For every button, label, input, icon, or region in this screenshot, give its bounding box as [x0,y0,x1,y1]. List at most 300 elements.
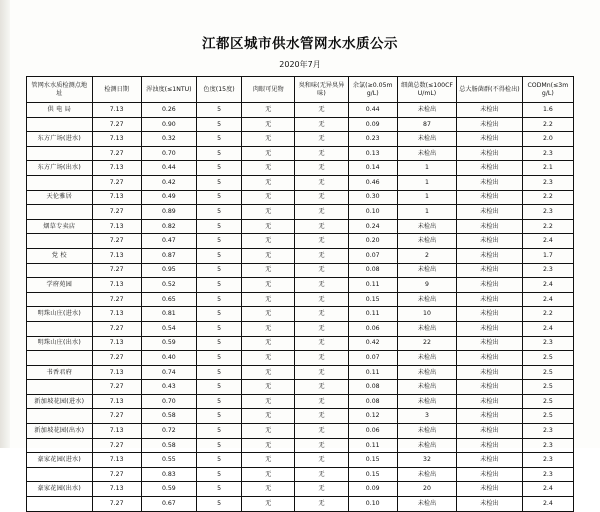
cell-odor: 无 [295,117,348,132]
cell-residual-chlorine: 0.10 [348,497,397,512]
table-row [27,380,574,395]
cell-site-name: 明珠山庄(出水) [27,336,93,351]
cell-codmn: 2.3 [522,205,573,220]
table-row [27,292,574,307]
page-subtitle: 2020年7月 [279,60,321,69]
cell-residual-chlorine: 0.15 [348,467,397,482]
cell-site-name: 明珠山庄(进水) [27,307,93,322]
cell-visible-matter: 无 [242,248,295,263]
cell-date: 7.27 [92,467,141,482]
cell-coliform: 未检出 [457,497,523,512]
cell-turbidity: 0.44 [141,161,196,176]
cell-coliform: 未检出 [457,132,523,147]
cell-odor: 无 [295,336,348,351]
cell-coliform: 未检出 [457,292,523,307]
cell-date: 7.27 [92,438,141,453]
cell-date: 7.13 [92,219,141,234]
cell-turbidity: 0.47 [141,234,196,249]
cell-chroma: 5 [197,307,242,322]
cell-chroma: 5 [197,278,242,293]
cell-site-name [27,321,93,336]
cell-date: 7.27 [92,351,141,366]
cell-date: 7.13 [92,453,141,468]
cell-residual-chlorine: 0.20 [348,234,397,249]
cell-visible-matter: 无 [242,190,295,205]
cell-codmn: 2.4 [522,292,573,307]
cell-bacteria-count: 未检出 [397,292,456,307]
cell-site-name: 烟草专卖店 [27,219,93,234]
cell-bacteria-count: 未检出 [397,365,456,380]
cell-chroma: 5 [197,161,242,176]
cell-turbidity: 0.65 [141,292,196,307]
cell-visible-matter: 无 [242,351,295,366]
cell-residual-chlorine: 0.08 [348,394,397,409]
cell-codmn: 2.3 [522,438,573,453]
cell-visible-matter: 无 [242,219,295,234]
cell-residual-chlorine: 0.44 [348,103,397,118]
cell-visible-matter: 无 [242,482,295,497]
cell-codmn: 1.7 [522,248,573,263]
cell-odor: 无 [295,380,348,395]
cell-codmn: 2.5 [522,409,573,424]
cell-chroma: 5 [197,453,242,468]
cell-coliform: 未检出 [457,117,523,132]
cell-date: 7.13 [92,190,141,205]
cell-date: 7.27 [92,292,141,307]
cell-coliform: 未检出 [457,394,523,409]
cell-turbidity: 0.72 [141,424,196,439]
cell-turbidity: 0.52 [141,278,196,293]
cell-turbidity: 0.32 [141,132,196,147]
header-cell-odor: 臭和味(无异臭异味) [295,77,348,103]
cell-codmn: 1.6 [522,103,573,118]
table-row [27,175,574,190]
cell-residual-chlorine: 0.07 [348,351,397,366]
cell-residual-chlorine: 0.12 [348,409,397,424]
cell-visible-matter: 无 [242,497,295,512]
cell-bacteria-count: 3 [397,409,456,424]
cell-turbidity: 0.58 [141,409,196,424]
cell-chroma: 5 [197,409,242,424]
cell-chroma: 5 [197,438,242,453]
header-cell-date: 检测日期 [92,77,141,103]
cell-bacteria-count: 87 [397,117,456,132]
cell-chroma: 5 [197,205,242,220]
cell-odor: 无 [295,103,348,118]
header-cell-bacteria-count: 细菌总数(≤100CFU/mL) [397,77,456,103]
cell-site-name [27,380,93,395]
cell-visible-matter: 无 [242,380,295,395]
cell-site-name: 豪家花园(进水) [27,453,93,468]
cell-odor: 无 [295,161,348,176]
cell-date: 7.13 [92,307,141,322]
cell-turbidity: 0.54 [141,321,196,336]
cell-turbidity: 0.74 [141,365,196,380]
cell-date: 7.27 [92,175,141,190]
cell-chroma: 5 [197,497,242,512]
cell-site-name: 供 电 局 [27,103,93,118]
cell-odor: 无 [295,424,348,439]
cell-codmn: 2.3 [522,467,573,482]
table-row [27,394,574,409]
cell-coliform: 未检出 [457,438,523,453]
cell-turbidity: 0.81 [141,307,196,322]
header-cell-residual-chlorine: 余氯(≥0.05mg/L) [348,77,397,103]
cell-coliform: 未检出 [457,467,523,482]
table-row [27,467,574,482]
cell-bacteria-count: 22 [397,336,456,351]
cell-odor: 无 [295,292,348,307]
cell-site-name [27,292,93,307]
cell-residual-chlorine: 0.11 [348,307,397,322]
cell-odor: 无 [295,190,348,205]
cell-turbidity: 0.70 [141,394,196,409]
cell-codmn: 2.3 [522,263,573,278]
cell-coliform: 未检出 [457,424,523,439]
cell-chroma: 5 [197,351,242,366]
cell-visible-matter: 无 [242,424,295,439]
cell-odor: 无 [295,146,348,161]
cell-codmn: 2.4 [522,482,573,497]
cell-residual-chlorine: 0.10 [348,205,397,220]
cell-coliform: 未检出 [457,146,523,161]
cell-chroma: 5 [197,482,242,497]
cell-date: 7.13 [92,103,141,118]
cell-residual-chlorine: 0.11 [348,278,397,293]
cell-residual-chlorine: 0.09 [348,117,397,132]
cell-site-name [27,497,93,512]
cell-turbidity: 0.83 [141,467,196,482]
cell-date: 7.27 [92,146,141,161]
cell-turbidity: 0.82 [141,219,196,234]
cell-coliform: 未检出 [457,175,523,190]
cell-residual-chlorine: 0.11 [348,438,397,453]
cell-residual-chlorine: 0.08 [348,263,397,278]
table-row [27,248,574,263]
cell-codmn: 2.4 [522,321,573,336]
table-row [27,263,574,278]
page-title: 江都区城市供水管网水水质公示 [202,36,398,52]
cell-chroma: 5 [197,380,242,395]
cell-date: 7.27 [92,117,141,132]
cell-chroma: 5 [197,132,242,147]
cell-site-name [27,263,93,278]
cell-coliform: 未检出 [457,278,523,293]
cell-bacteria-count: 未检出 [397,497,456,512]
cell-visible-matter: 无 [242,234,295,249]
header-cell-turbidity: 浑浊度(≤1NTU) [141,77,196,103]
cell-chroma: 5 [197,103,242,118]
cell-date: 7.13 [92,365,141,380]
cell-residual-chlorine: 0.13 [348,146,397,161]
table-row [27,278,574,293]
table-row [27,117,574,132]
cell-site-name: 党 校 [27,248,93,263]
cell-odor: 无 [295,263,348,278]
cell-site-name [27,438,93,453]
table-row [27,365,574,380]
cell-site-name [27,146,93,161]
cell-date: 7.13 [92,482,141,497]
cell-date: 7.27 [92,205,141,220]
cell-coliform: 未检出 [457,409,523,424]
cell-residual-chlorine: 0.14 [348,161,397,176]
cell-visible-matter: 无 [242,307,295,322]
cell-visible-matter: 无 [242,278,295,293]
cell-bacteria-count: 1 [397,161,456,176]
cell-chroma: 5 [197,394,242,409]
cell-odor: 无 [295,219,348,234]
cell-site-name [27,467,93,482]
cell-chroma: 5 [197,117,242,132]
cell-residual-chlorine: 0.06 [348,321,397,336]
cell-turbidity: 0.87 [141,248,196,263]
cell-chroma: 5 [197,219,242,234]
cell-turbidity: 0.90 [141,117,196,132]
table-row [27,351,574,366]
cell-residual-chlorine: 0.30 [348,190,397,205]
cell-coliform: 未检出 [457,103,523,118]
cell-odor: 无 [295,278,348,293]
cell-bacteria-count: 10 [397,307,456,322]
cell-codmn: 2.3 [522,146,573,161]
cell-coliform: 未检出 [457,307,523,322]
cell-odor: 无 [295,234,348,249]
cell-odor: 无 [295,175,348,190]
cell-codmn: 2.1 [522,161,573,176]
cell-date: 7.13 [92,394,141,409]
cell-site-name [27,175,93,190]
cell-codmn: 2.3 [522,336,573,351]
cell-visible-matter: 无 [242,321,295,336]
cell-date: 7.13 [92,424,141,439]
cell-turbidity: 0.89 [141,205,196,220]
cell-bacteria-count: 2 [397,248,456,263]
cell-coliform: 未检出 [457,248,523,263]
cell-date: 7.13 [92,161,141,176]
cell-odor: 无 [295,132,348,147]
cell-visible-matter: 无 [242,175,295,190]
cell-bacteria-count: 未检出 [397,219,456,234]
cell-odor: 无 [295,497,348,512]
header-row [27,77,574,103]
cell-bacteria-count: 未检出 [397,263,456,278]
cell-odor: 无 [295,205,348,220]
cell-bacteria-count: 未检出 [397,146,456,161]
table-row [27,307,574,322]
cell-visible-matter: 无 [242,394,295,409]
cell-turbidity: 0.43 [141,380,196,395]
cell-bacteria-count: 未检出 [397,424,456,439]
cell-codmn: 2.4 [522,278,573,293]
cell-odor: 无 [295,351,348,366]
header-cell-coliform: 总大肠菌群(不得检出) [457,77,523,103]
cell-site-name [27,409,93,424]
cell-codmn: 2.5 [522,380,573,395]
cell-chroma: 5 [197,321,242,336]
cell-date: 7.13 [92,248,141,263]
cell-visible-matter: 无 [242,103,295,118]
cell-coliform: 未检出 [457,190,523,205]
cell-visible-matter: 无 [242,453,295,468]
cell-codmn: 2.2 [522,117,573,132]
cell-site-name: 豪家花园(出水) [27,482,93,497]
cell-bacteria-count: 未检出 [397,132,456,147]
cell-odor: 无 [295,453,348,468]
cell-turbidity: 0.55 [141,453,196,468]
water-quality-table [26,76,574,512]
cell-coliform: 未检出 [457,482,523,497]
cell-turbidity: 0.40 [141,351,196,366]
cell-site-name [27,234,93,249]
cell-turbidity: 0.59 [141,336,196,351]
cell-visible-matter: 无 [242,365,295,380]
cell-site-name: 新加坡花园(进水) [27,394,93,409]
header-cell-chroma: 色度(15度) [197,77,242,103]
cell-codmn: 2.2 [522,307,573,322]
cell-visible-matter: 无 [242,336,295,351]
cell-date: 7.27 [92,380,141,395]
cell-visible-matter: 无 [242,438,295,453]
cell-codmn: 2.4 [522,497,573,512]
cell-date: 7.13 [92,336,141,351]
cell-codmn: 2.0 [522,132,573,147]
cell-visible-matter: 无 [242,161,295,176]
cell-odor: 无 [295,248,348,263]
table-row [27,234,574,249]
cell-codmn: 2.5 [522,394,573,409]
cell-date: 7.27 [92,234,141,249]
cell-chroma: 5 [197,234,242,249]
cell-visible-matter: 无 [242,146,295,161]
table-row [27,205,574,220]
cell-residual-chlorine: 0.07 [348,248,397,263]
cell-bacteria-count: 未检出 [397,351,456,366]
cell-codmn: 2.4 [522,234,573,249]
header-cell-visible-matter: 肉眼可见物 [242,77,295,103]
cell-residual-chlorine: 0.46 [348,175,397,190]
cell-codmn: 2.2 [522,190,573,205]
cell-chroma: 5 [197,146,242,161]
cell-turbidity: 0.42 [141,175,196,190]
cell-date: 7.27 [92,497,141,512]
cell-site-name: 书香君府 [27,365,93,380]
cell-odor: 无 [295,438,348,453]
cell-turbidity: 0.95 [141,263,196,278]
table-row [27,453,574,468]
cell-bacteria-count: 1 [397,190,456,205]
cell-residual-chlorine: 0.24 [348,219,397,234]
cell-residual-chlorine: 0.06 [348,424,397,439]
cell-bacteria-count: 未检出 [397,380,456,395]
header-cell-codmn: CODMn(≤3mg/L) [522,77,573,103]
cell-residual-chlorine: 0.08 [348,380,397,395]
table-row [27,146,574,161]
cell-bacteria-count: 32 [397,453,456,468]
cell-odor: 无 [295,482,348,497]
cell-odor: 无 [295,307,348,322]
cell-turbidity: 0.49 [141,190,196,205]
table-row [27,438,574,453]
table-row [27,190,574,205]
table-row [27,161,574,176]
cell-site-name: 东方广场(出水) [27,161,93,176]
cell-codmn: 2.3 [522,424,573,439]
cell-date: 7.13 [92,132,141,147]
cell-residual-chlorine: 0.23 [348,132,397,147]
cell-chroma: 5 [197,336,242,351]
cell-bacteria-count: 1 [397,205,456,220]
cell-turbidity: 0.70 [141,146,196,161]
cell-odor: 无 [295,365,348,380]
cell-coliform: 未检出 [457,453,523,468]
cell-bacteria-count: 20 [397,482,456,497]
cell-bacteria-count: 1 [397,175,456,190]
cell-visible-matter: 无 [242,467,295,482]
cell-visible-matter: 无 [242,205,295,220]
cell-visible-matter: 无 [242,409,295,424]
cell-codmn: 2.3 [522,453,573,468]
cell-site-name: 新加坡花园(出水) [27,424,93,439]
cell-visible-matter: 无 [242,117,295,132]
table-row [27,219,574,234]
cell-bacteria-count: 未检出 [397,467,456,482]
table-row [27,409,574,424]
cell-visible-matter: 无 [242,263,295,278]
cell-residual-chlorine: 0.42 [348,336,397,351]
cell-coliform: 未检出 [457,336,523,351]
page-spine-shadow [0,0,10,448]
cell-coliform: 未检出 [457,234,523,249]
cell-site-name: 天伦雅居 [27,190,93,205]
cell-turbidity: 0.67 [141,497,196,512]
cell-turbidity: 0.59 [141,482,196,497]
cell-bacteria-count: 未检出 [397,234,456,249]
cell-codmn: 2.2 [522,219,573,234]
cell-date: 7.27 [92,409,141,424]
cell-chroma: 5 [197,263,242,278]
cell-date: 7.13 [92,278,141,293]
cell-turbidity: 0.26 [141,103,196,118]
cell-turbidity: 0.58 [141,438,196,453]
cell-coliform: 未检出 [457,380,523,395]
cell-bacteria-count: 9 [397,278,456,293]
cell-chroma: 5 [197,190,242,205]
cell-chroma: 5 [197,365,242,380]
cell-chroma: 5 [197,175,242,190]
cell-site-name: 东方广场(进水) [27,132,93,147]
cell-date: 7.27 [92,321,141,336]
cell-chroma: 5 [197,248,242,263]
table-body [27,103,574,512]
cell-bacteria-count: 未检出 [397,394,456,409]
cell-coliform: 未检出 [457,321,523,336]
cell-chroma: 5 [197,292,242,307]
cell-coliform: 未检出 [457,205,523,220]
table-row [27,132,574,147]
cell-date: 7.27 [92,263,141,278]
cell-residual-chlorine: 0.11 [348,365,397,380]
cell-residual-chlorine: 0.15 [348,292,397,307]
cell-visible-matter: 无 [242,292,295,307]
cell-coliform: 未检出 [457,263,523,278]
cell-codmn: 2.5 [522,351,573,366]
cell-bacteria-count: 未检出 [397,438,456,453]
cell-site-name [27,205,93,220]
cell-odor: 无 [295,321,348,336]
cell-chroma: 5 [197,424,242,439]
cell-coliform: 未检出 [457,365,523,380]
